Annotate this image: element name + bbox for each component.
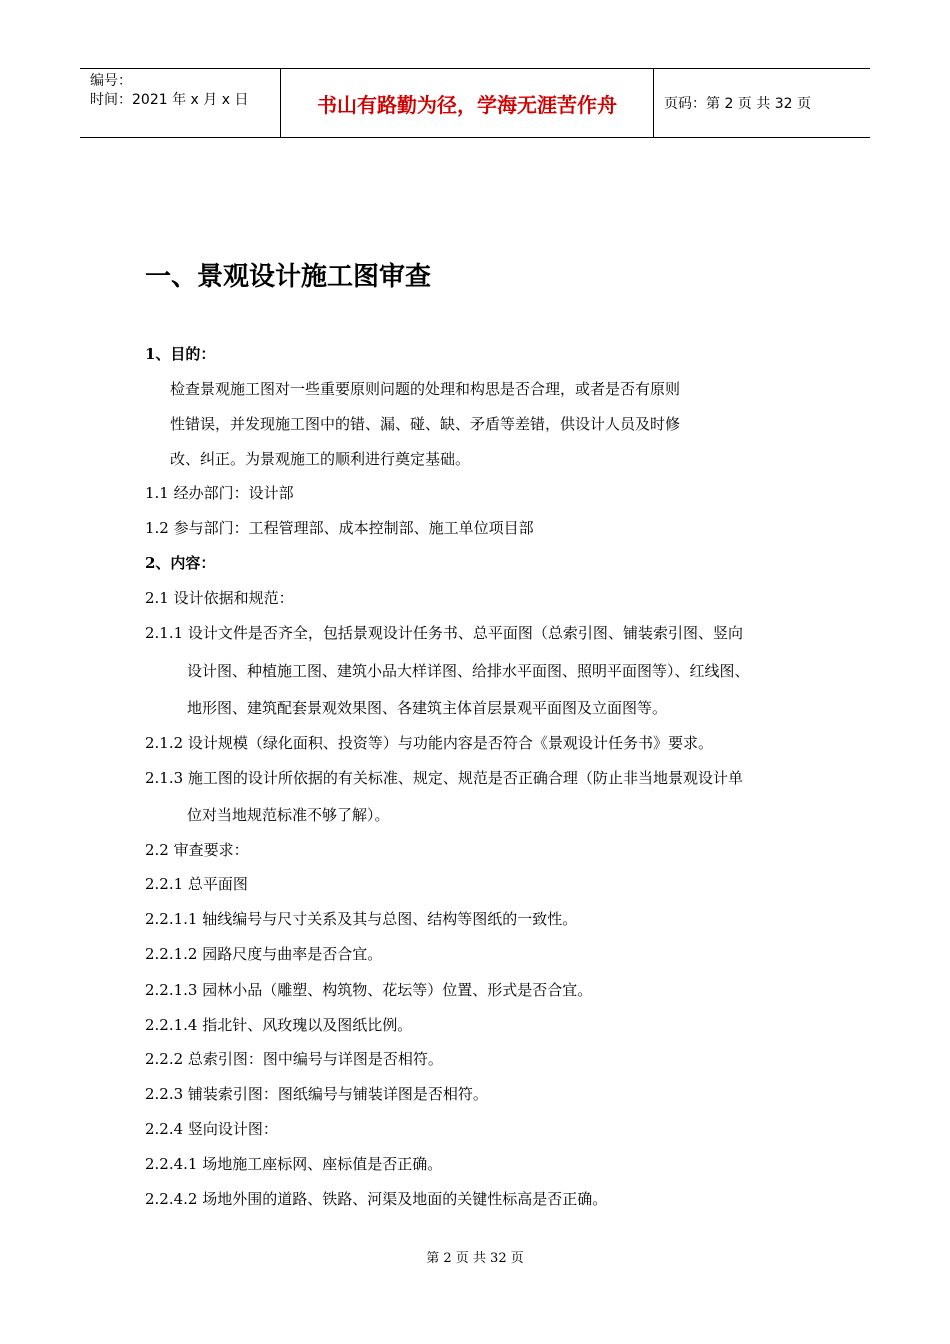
paragraph-line: 检查景观施工图对一些重要原则问题的处理和构思是否合理，或者是否有原则 [170,380,681,398]
paragraph-line: 2.1.2 设计规模（绿化面积、投资等）与功能内容是否符合《景观设计任务书》要求。 [145,734,713,752]
paragraph-line: 1.2 参与部门：工程管理部、成本控制部、施工单位项目部 [145,519,534,537]
heading-content: 2、内容： [145,554,216,572]
paragraph-line: 2.2.1.4 指北针、风玫瑰以及图纸比例。 [145,1016,413,1034]
paragraph-line: 2.2 审查要求： [145,841,249,859]
header-meta [80,69,281,137]
paragraph-line: 2.1 设计依据和规范： [145,589,294,607]
paragraph-line: 2.2.4.1 场地施工座标网、座标值是否正确。 [145,1155,443,1173]
time-label: 时间：2021 年 x 月 x 日 [90,92,249,108]
paragraph-line: 设计图、种植施工图、建筑小品大样详图、给排水平面图、照明平面图等）、红线图、 [187,662,750,680]
paragraph-line: 1.1 经办部门：设计部 [145,484,294,502]
section-title: 一、景观设计施工图审查 [145,262,432,292]
paragraph-line: 位对当地规范标准不够了解）。 [187,806,390,824]
paragraph-line: 2.2.4 竖向设计图： [145,1120,278,1138]
paragraph-line: 2.2.4.2 场地外围的道路、铁路、河渠及地面的关键性标高是否正确。 [145,1190,608,1208]
paragraph-line: 2.2.3 铺装索引图：图纸编号与铺装详图是否相符。 [145,1085,488,1103]
paragraph-line: 2.2.1.3 园林小品（雕塑、构筑物、花坛等）位置、形式是否合宜。 [145,981,593,999]
paragraph-line: 2.2.2 总索引图：图中编号与详图是否相符。 [145,1050,443,1068]
paragraph-line: 2.2.1.2 园路尺度与曲率是否合宜。 [145,945,383,963]
header-page-info: 页码：第 2 页 共 32 页 [664,96,811,112]
number-label: 编号： [90,73,132,89]
paragraph-line: 性错误，并发现施工图中的错、漏、碰、缺、矛盾等差错，供设计人员及时修 [170,415,681,433]
page-footer: 第 2 页 共 32 页 [426,1251,524,1266]
paragraph-line: 2.1.3 施工图的设计所依据的有关标准、规定、规范是否正确合理（防止非当地景观设计单 [145,769,743,787]
page-header [80,68,870,138]
paragraph-line: 地形图、建筑配套景观效果图、各建筑主体首层景观平面图及立面图等。 [187,699,668,717]
paragraph-line: 2.2.1.1 轴线编号与尺寸关系及其与总图、结构等图纸的一致性。 [145,910,578,928]
heading-purpose: 1、目的： [145,345,216,363]
header-motto: 书山有路勤为径，学海无涯苦作舟 [281,69,654,137]
paragraph-line: 2.2.1 总平面图 [145,875,248,893]
paragraph-line: 2.1.1 设计文件是否齐全，包括景观设计任务书、总平面图（总索引图、铺装索引图、竖向 [145,624,743,642]
paragraph-line: 改、纠正。为景观施工的顺利进行奠定基础。 [170,450,471,468]
